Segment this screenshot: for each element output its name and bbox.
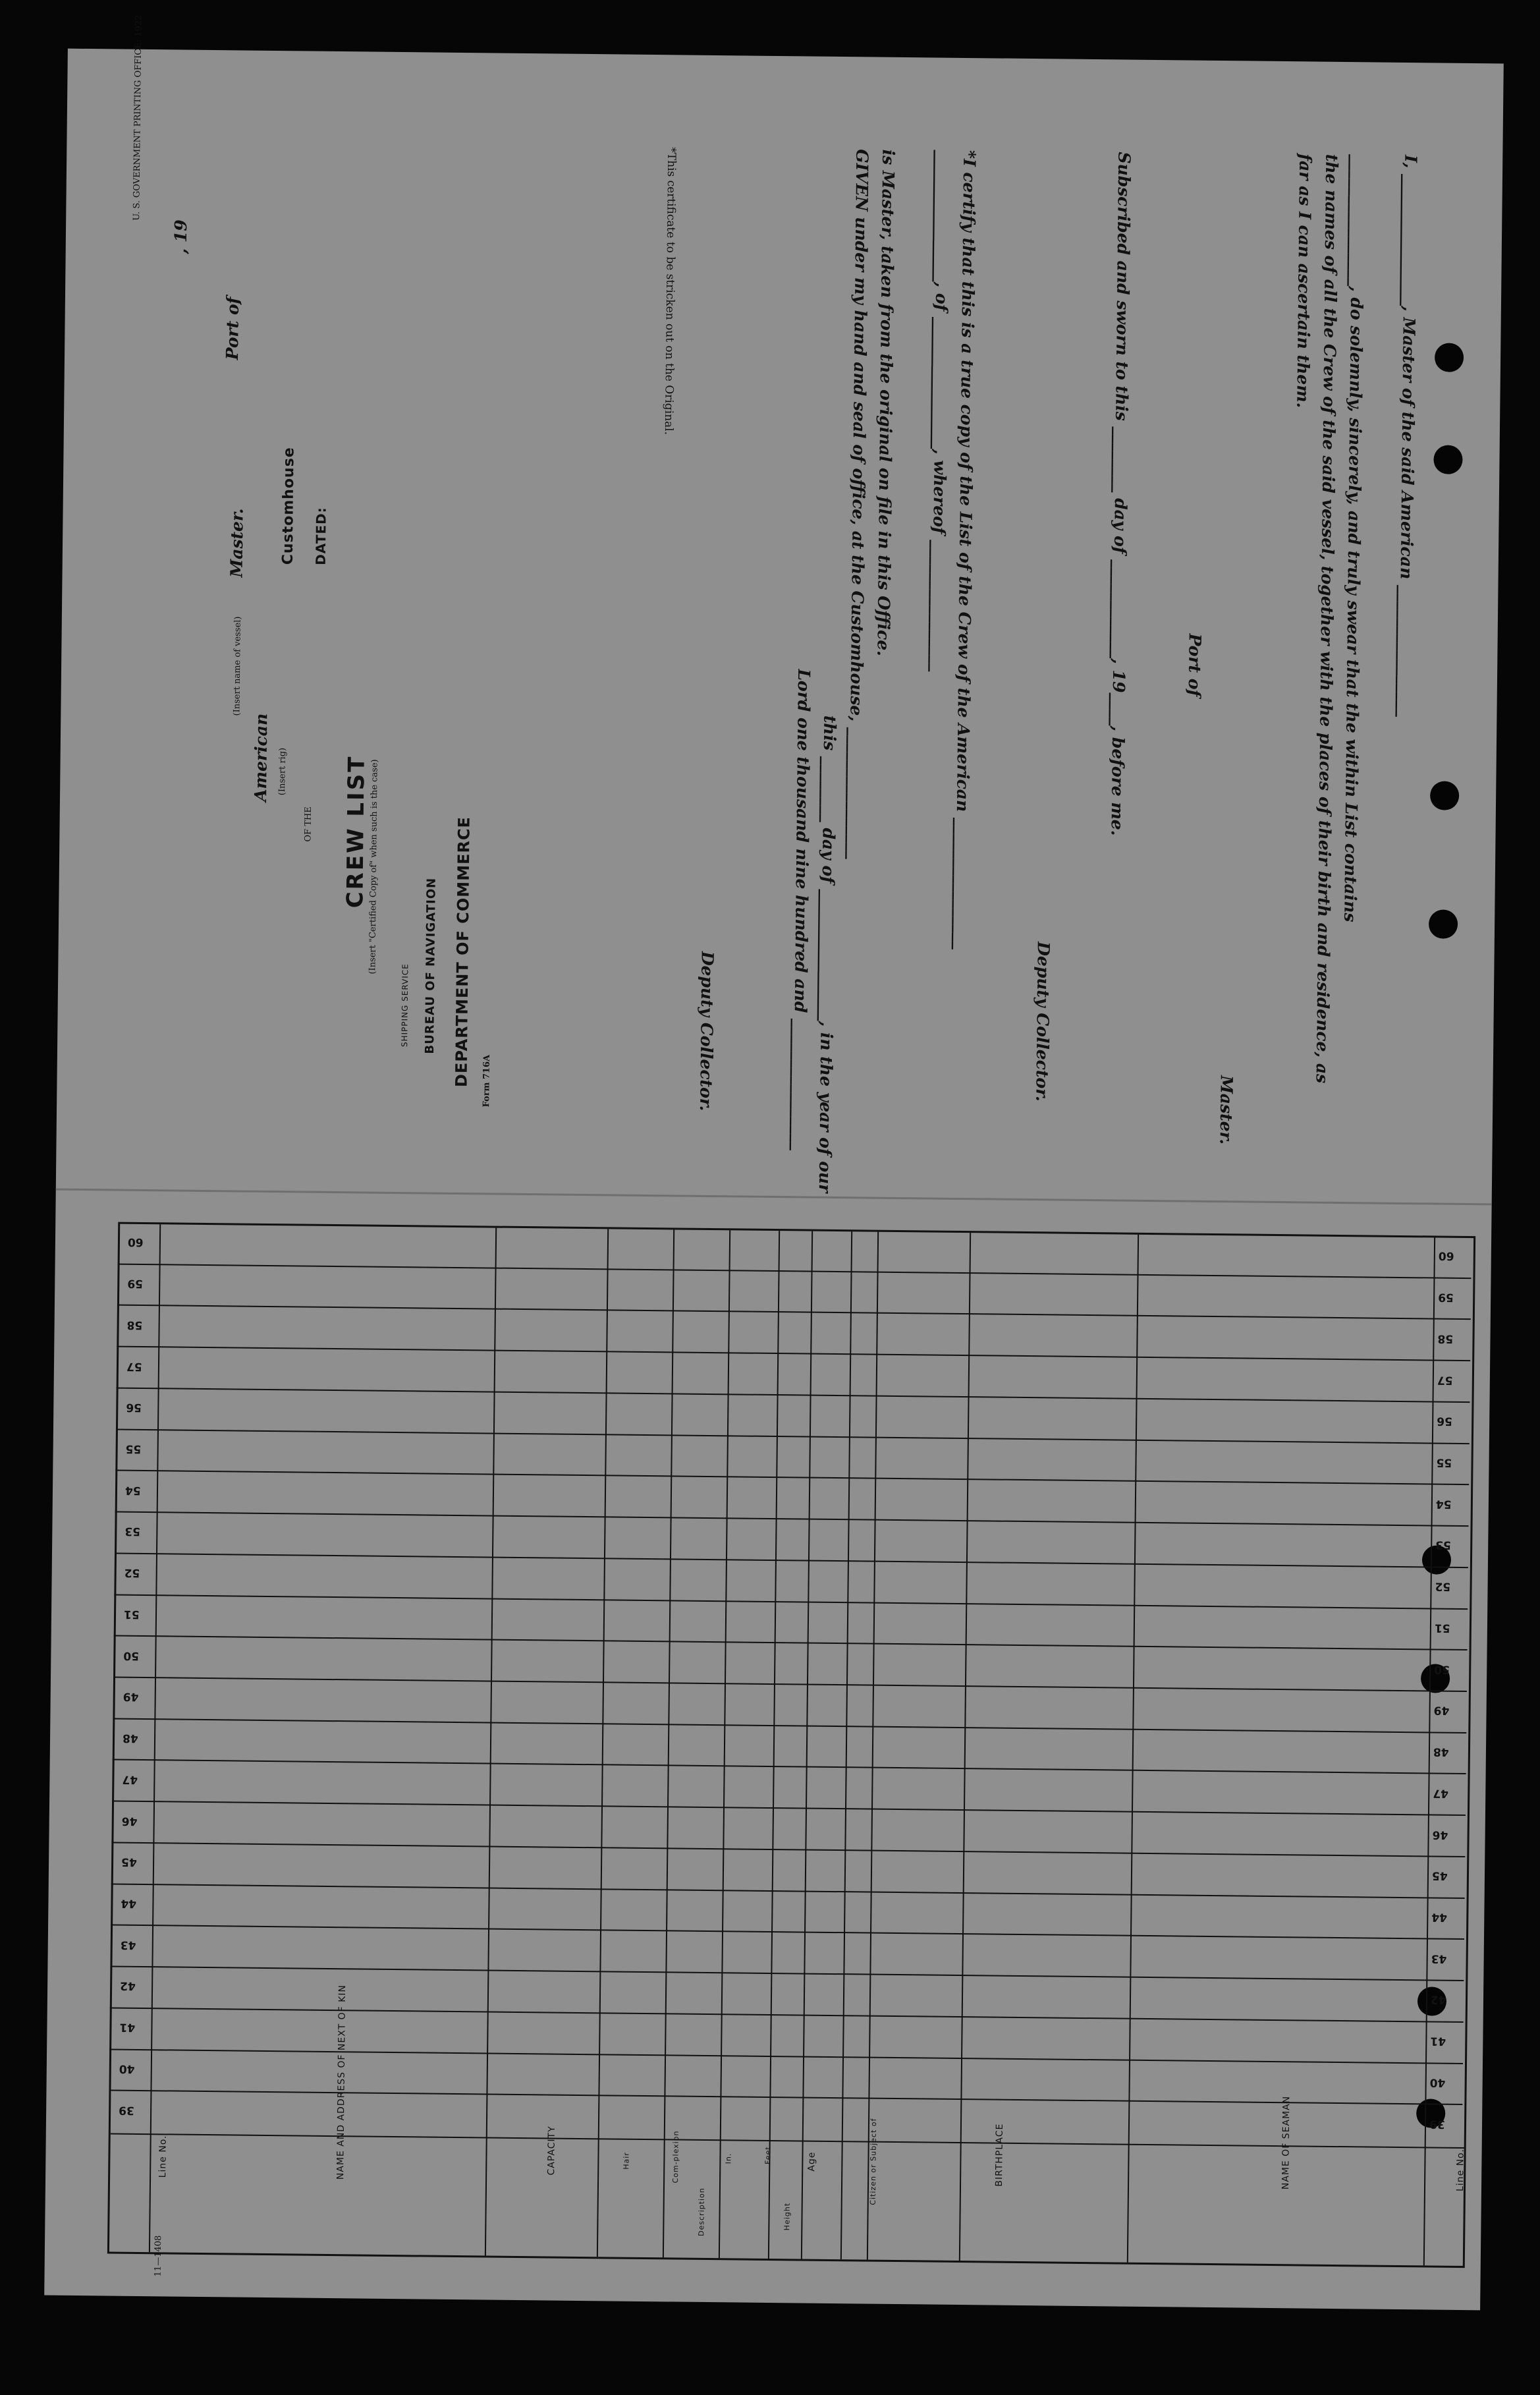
- line-number-right: 58: [126, 1318, 143, 1332]
- header-name-of-seaman: NAME OF SEAMAN: [1280, 2095, 1292, 2190]
- deputy-collector-label-2: Deputy Collector.: [696, 951, 717, 1112]
- crew-list-title: CREW LIST: [342, 754, 370, 909]
- header-complexion: Com-plexion: [671, 2130, 680, 2184]
- line-number-left: 60: [1438, 1249, 1454, 1263]
- line-number-left: 45: [1431, 1869, 1448, 1883]
- punch-hole: [1433, 445, 1462, 474]
- header-height: Height: [783, 2202, 792, 2231]
- line-number-right: 47: [122, 1772, 138, 1786]
- oath-line-2: ________________, do solemnly, sincerely, and truly swear that the within List contains: [1340, 154, 1368, 922]
- insert-certified-note: (Insert "Certified Copy of" when such is the case): [368, 759, 380, 974]
- punch-hole: [1430, 781, 1459, 810]
- line-number-left: 57: [1437, 1373, 1453, 1387]
- line-number-left: 48: [1433, 1745, 1449, 1759]
- certify-line-1: *I certify that this is a true copy of the List of the Crew of the American ________________: [951, 150, 979, 950]
- line-number-right: 39: [119, 2103, 134, 2117]
- cover-master-label: Master.: [227, 508, 247, 578]
- customhouse-label: Customhouse: [279, 447, 298, 565]
- insert-name-note: (Insert name of vessel): [232, 616, 243, 716]
- line-number-right: 56: [126, 1400, 142, 1415]
- oath-line-3: the names of all the Crew of the said vessel, together with the places of their birth and residence, as: [1312, 154, 1342, 1084]
- line-number-right: 41: [119, 2020, 136, 2035]
- department-label: DEPARTMENT OF COMMERCE: [452, 816, 474, 1088]
- cover-port-of: Port of: [222, 296, 242, 360]
- header-hair: Hair: [622, 2152, 631, 2170]
- header-age: Age: [806, 2151, 817, 2172]
- line-number-right: 59: [127, 1276, 144, 1291]
- line-number-left: 42: [1430, 1992, 1446, 2007]
- punch-hole: [1435, 343, 1464, 372]
- dated-label: DATED:: [312, 507, 329, 565]
- oath-line-1: I, ________________, Master of the said American ________________: [1395, 154, 1421, 718]
- table-form-number: 11—1408: [153, 2235, 164, 2277]
- certify-line-3: is Master, taken from the original on file in this Office.: [873, 149, 898, 657]
- subscribed-line: Subscribed and sworn to this ________ day of ____________, 19____, before me.: [1107, 152, 1134, 836]
- line-number-right: 53: [124, 1525, 141, 1538]
- cover-year-label: , 19: [171, 219, 191, 254]
- line-number-left: 59: [1438, 1290, 1454, 1304]
- line-number-right: 54: [124, 1483, 141, 1497]
- form-number-label: Form 716A: [481, 1054, 492, 1108]
- lord-line: Lord one thousand nine hundred and ________________: [789, 669, 814, 1151]
- line-number-left: 41: [1430, 2034, 1446, 2048]
- crew-table: [107, 1222, 1475, 2268]
- line-number-right: 57: [126, 1359, 142, 1373]
- line-number-left: 50: [1434, 1662, 1450, 1676]
- this-day-line: this ________ day of ________________, in the year of our: [815, 715, 840, 1193]
- bureau-label: BUREAU OF NAVIGATION: [422, 877, 439, 1054]
- line-number-left: 40: [1429, 2075, 1446, 2089]
- header-capacity: CAPACITY: [546, 2126, 557, 2176]
- line-number-left: 52: [1435, 1579, 1451, 1593]
- header-feet: Feet: [763, 2146, 773, 2165]
- header-description: Description: [697, 2187, 706, 2237]
- header-line-no: Line No.: [1454, 2149, 1466, 2192]
- of-the-label: OF THE: [303, 806, 314, 842]
- oath-line-4: far as I can ascertain them.: [1293, 154, 1315, 409]
- line-number-left: 47: [1433, 1786, 1449, 1800]
- certify-line-2: ________________, of ________________, whereof ________________: [928, 150, 953, 672]
- header-line-no-right: Line No.: [157, 2135, 169, 2178]
- line-number-right: 49: [123, 1690, 139, 1704]
- fold-line: [56, 1189, 1492, 1206]
- line-number-left: 56: [1437, 1414, 1452, 1428]
- line-number-left: 51: [1434, 1621, 1450, 1635]
- shipping-service-label: SHIPPING SERVICE: [400, 963, 410, 1048]
- line-number-right: 46: [121, 1814, 138, 1828]
- given-line: GIVEN under my hand and seal of office, at the Customhouse, ________________: [845, 149, 872, 859]
- master-signature-label: Master.: [1216, 1075, 1236, 1145]
- insert-rig-note: (Insert rig): [277, 747, 288, 796]
- line-number-right: 42: [120, 1979, 136, 1993]
- header-citizen: Citizen or Subject of: [868, 2118, 879, 2205]
- line-number-right: 44: [121, 1896, 137, 1910]
- line-number-left: 54: [1435, 1497, 1452, 1511]
- line-number-left: 44: [1431, 1910, 1448, 1924]
- header-next-of-kin: NAME AND ADDRESS OF NEXT OF KIN: [335, 1984, 348, 2180]
- line-number-right: 52: [124, 1565, 140, 1580]
- line-number-right: 48: [122, 1731, 138, 1745]
- punch-hole: [1429, 909, 1458, 938]
- printer-imprint: U. S. GOVERNMENT PRINTING OFFICE: 1922: [132, 14, 144, 221]
- header-inches: In.: [724, 2153, 733, 2164]
- line-number-right: 43: [120, 1938, 136, 1952]
- line-number-right: 60: [127, 1235, 144, 1249]
- line-number-left: 46: [1432, 1828, 1448, 1842]
- line-number-left: 53: [1435, 1538, 1452, 1552]
- line-number-left: 58: [1437, 1332, 1454, 1345]
- cover-american-label: American: [250, 713, 271, 802]
- line-number-right: 51: [123, 1607, 140, 1621]
- deputy-collector-label: Deputy Collector.: [1032, 942, 1053, 1102]
- header-birthplace: BIRTHPLACE: [994, 2123, 1006, 2187]
- line-number-left: 39: [1429, 2117, 1445, 2131]
- line-number-right: 50: [123, 1648, 140, 1662]
- line-number-right: 40: [119, 2062, 135, 2075]
- document-page: [44, 14, 1504, 2311]
- line-number-right: 45: [121, 1855, 137, 1869]
- line-number-right: 55: [125, 1442, 142, 1455]
- line-number-left: 55: [1436, 1455, 1452, 1469]
- certificate-footnote: *This certificate to be stricken out on the Original.: [661, 147, 678, 436]
- line-number-left: 43: [1431, 1952, 1447, 1965]
- port-of-label: Port of: [1184, 633, 1205, 697]
- line-number-left: 49: [1433, 1703, 1450, 1718]
